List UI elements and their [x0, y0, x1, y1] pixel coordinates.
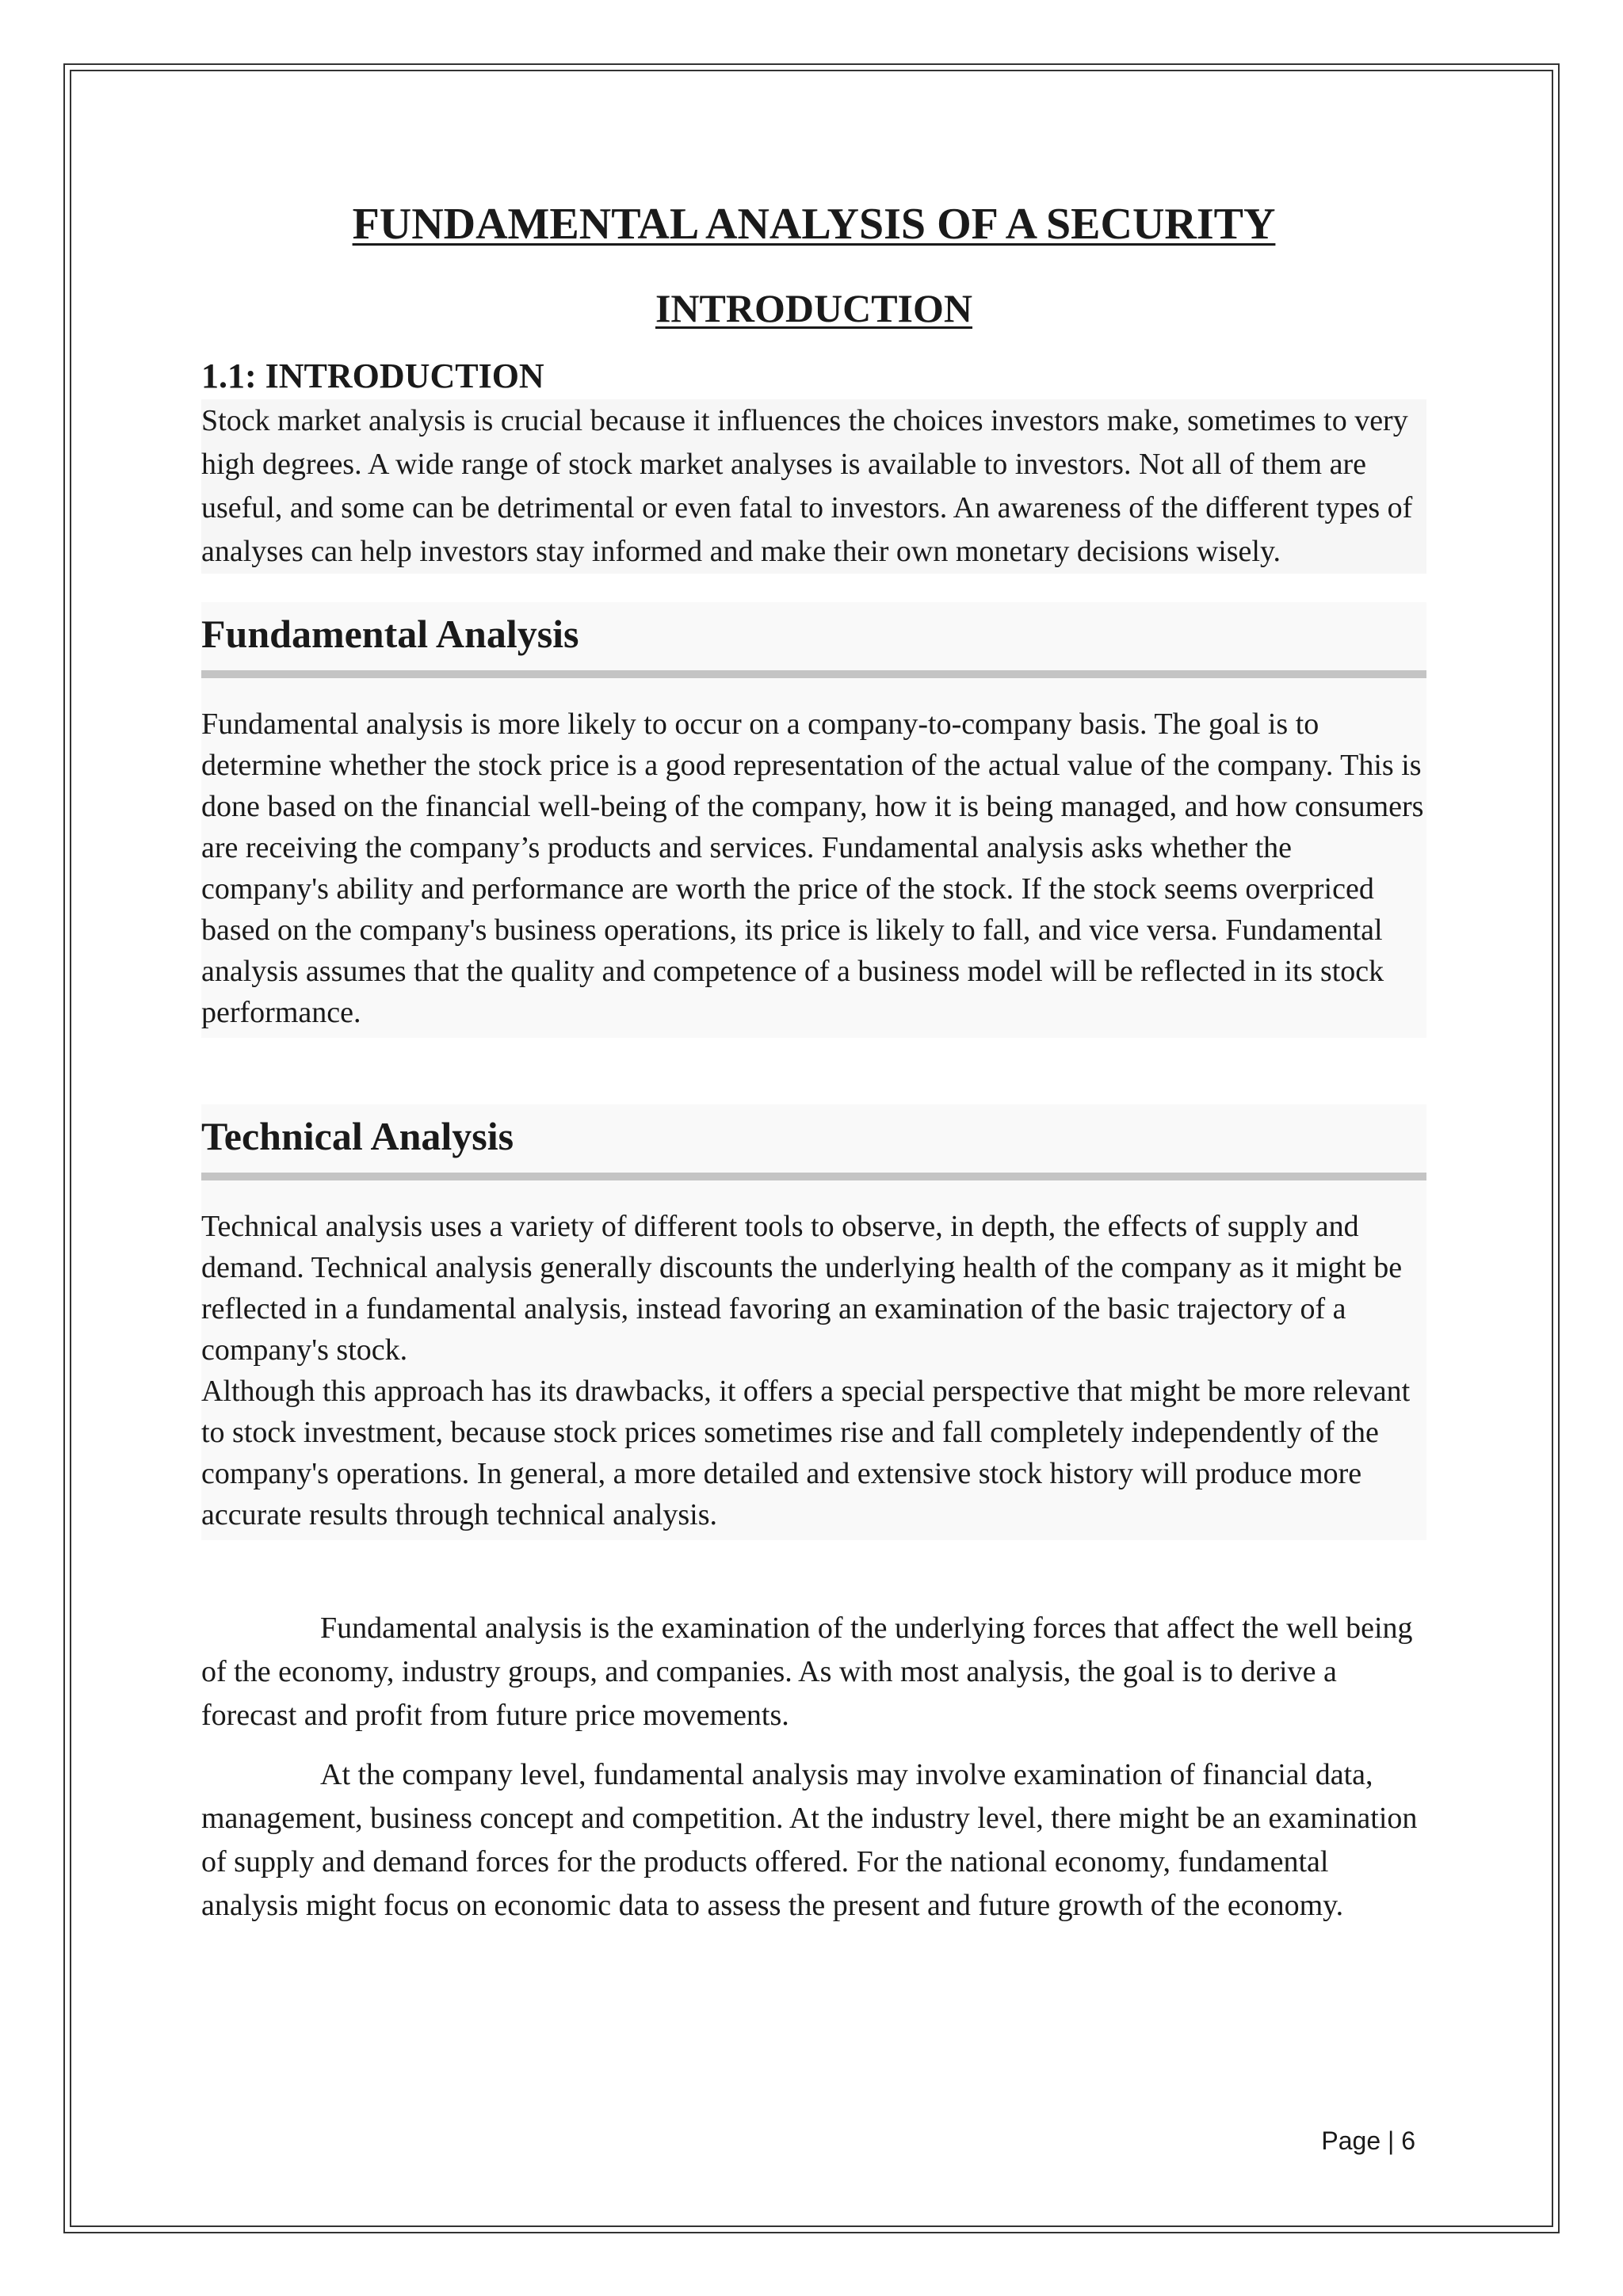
paragraph-company-level: At the company level, fundamental analysis may involve examination of financial data, management, business concept and competition. At the industry level, there might be an examination of supply and demand forces for the products offered. For the national economy, fundamental analysis might focus on economic data to assess the present and future growth of the economy. — [201, 1757, 1418, 1922]
section-technical-analysis — [201, 1104, 1426, 1540]
technical-analysis-heading: Technical Analysis — [201, 1104, 1426, 1180]
fundamental-analysis-body — [201, 678, 1426, 1038]
technical-analysis-body — [201, 1180, 1426, 1540]
page-content — [201, 198, 1426, 1928]
fundamental-analysis-heading: Fundamental Analysis — [201, 602, 1426, 678]
paragraph-fundamental-definition: Fundamental analysis is the examination of the underlying forces that affect the well being of the economy, industry groups, and companies. As with most analysis, the goal is to derive a forecast and profit from future price movements. — [201, 1611, 1413, 1732]
section-introduction-heading: 1.1: INTRODUCTION — [201, 357, 544, 396]
document-subtitle: INTRODUCTION — [655, 286, 973, 331]
page-number: Page | 6 — [1321, 2126, 1415, 2155]
fundamental-analysis-text: Fundamental analysis is more likely to occur on a company-to-company basis. The goal is to determine whether the stock price is a good representation of the actual value of the company. This is done based on the financial well-being of the company, how it is being managed, and how consumers are receiving the company’s products and services. Fundamental analysis asks whether the company's ability and performance are worth the price of the stock. If the stock seems overpriced based on the company's business operations, its price is likely to fall, and vice versa. Fundamental analysis assumes that the quality and competence of a business model will be reflected in its stock performance. — [201, 707, 1424, 1029]
section-introduction — [201, 356, 1426, 574]
section-introduction-text: Stock market analysis is crucial because it influences the choices investors make, sometimes to very high degrees. A wide range of stock market analyses is available to investors. Not all of them are useful, and some can be detrimental or even fatal to investors. An awareness of the different types of analyses can help investors stay informed and make their own monetary decisions wisely. — [201, 399, 1426, 574]
section-fundamental-analysis — [201, 602, 1426, 1038]
technical-analysis-text-2: Although this approach has its drawbacks, it offers a special perspective that might be more relevant to stock investment, because stock prices sometimes rise and fall completely independently of the company's operations. In general, a more detailed and extensive stock history will produce more accurate results through technical analysis. — [201, 1374, 1411, 1531]
document-title: FUNDAMENTAL ANALYSIS OF A SECURITY — [352, 200, 1276, 249]
technical-analysis-text-1: Technical analysis uses a variety of different tools to observe, in depth, the effects of supply and demand. Technical analysis generally discounts the underlying health of the company as it might be reflected in a fundamental analysis, instead favoring an examination of the basic trajectory of a company's stock. — [201, 1209, 1403, 1367]
